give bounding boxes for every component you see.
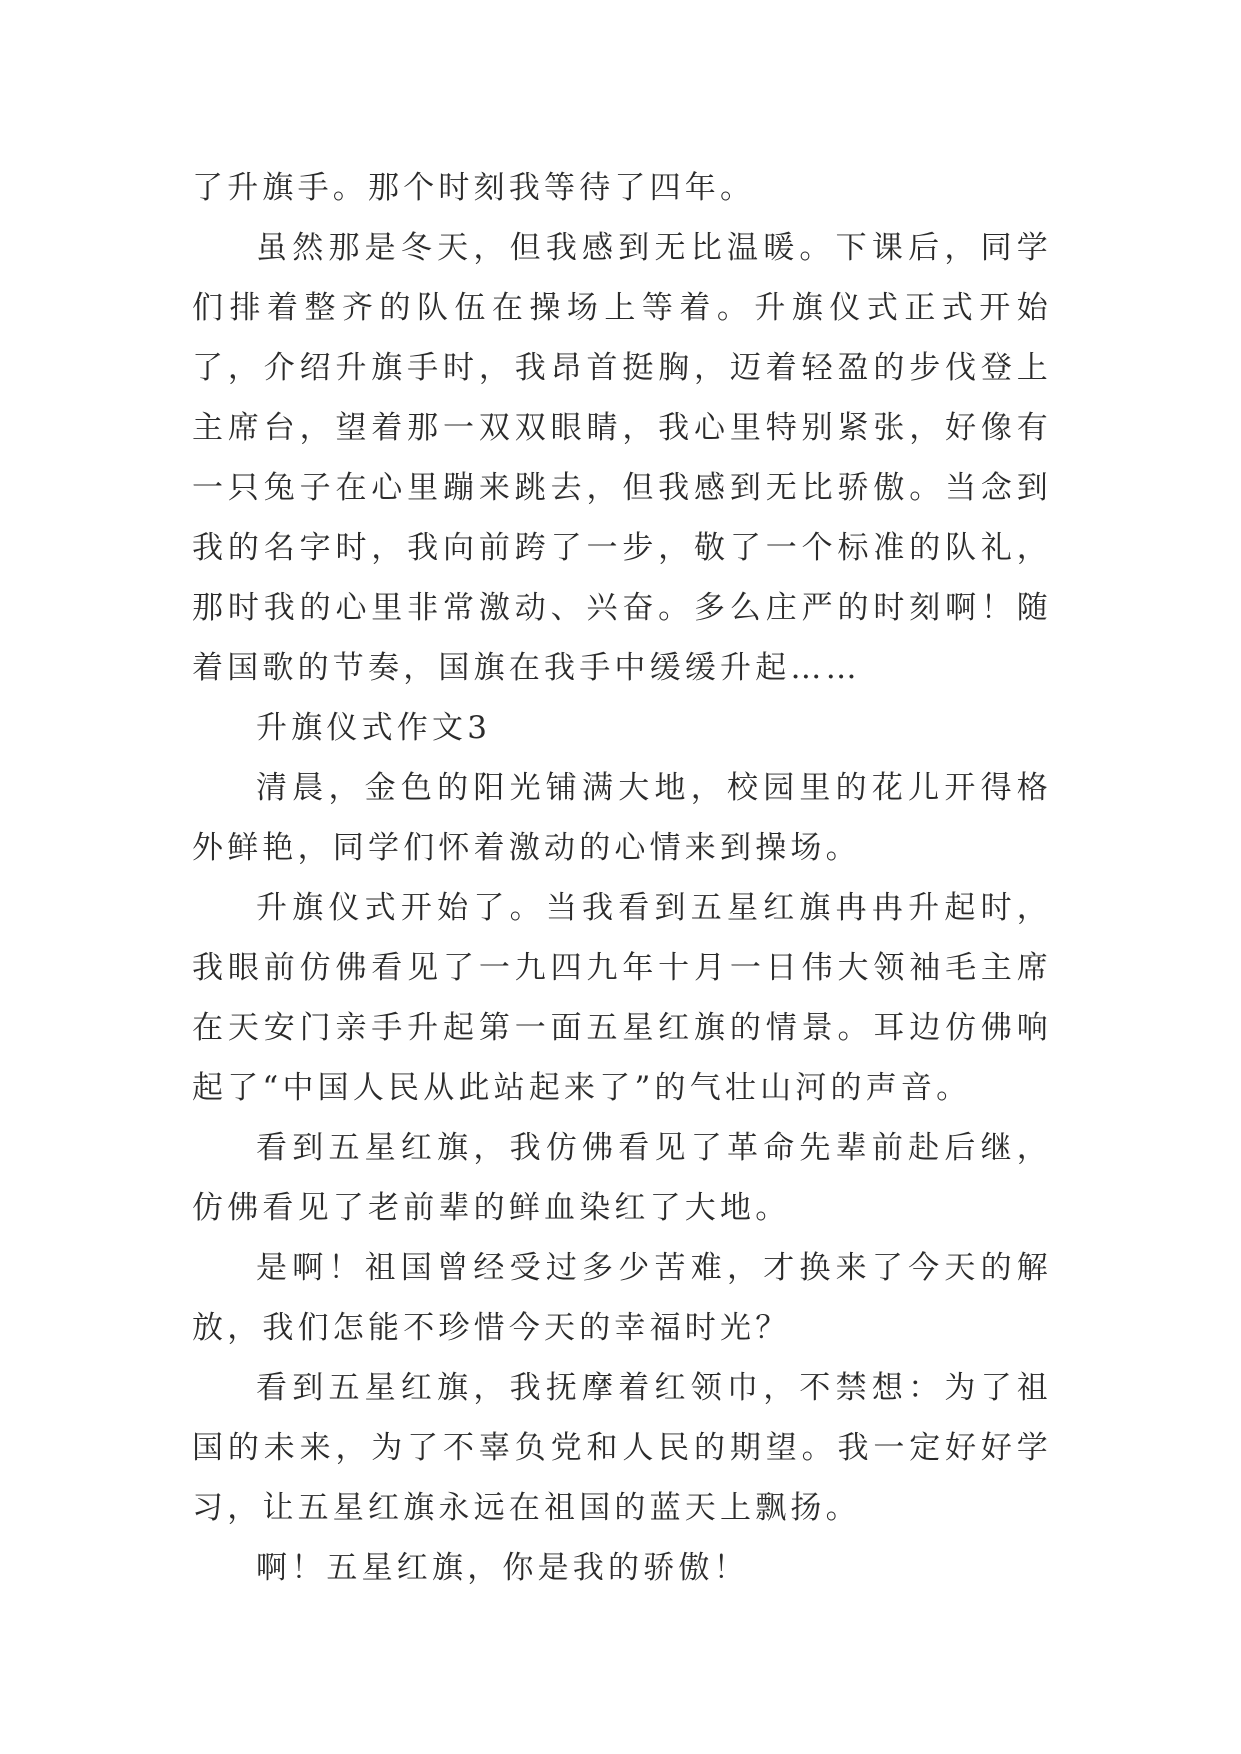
paragraph-7: 看到五星红旗，我抚摩着红领巾，不禁想：为了祖国的未来，为了不辜负党和人民的期望。我一定好好学习，让五星红旗永远在祖国的蓝天上飘扬。 (192, 1370, 1052, 1526)
paragraph-1: 了升旗手。那个时刻我等待了四年。 (192, 170, 756, 206)
section-heading: 升旗仪式作文3 (256, 710, 492, 746)
paragraph-6: 是啊！祖国曾经受过多少苦难，才换来了今天的解放，我们怎能不珍惜今天的幸福时光？ (192, 1250, 1052, 1346)
paragraph-4: 升旗仪式开始了。当我看到五星红旗冉冉升起时，我眼前仿佛看见了一九四九年十月一日伟大领袖毛主席在天安门亲手升起第一面五星红旗的情景。耳边仿佛响起了“中国人民从此站起来了”的气壮山河的声音。 (192, 890, 1052, 1106)
document-body (192, 158, 1052, 1598)
paragraph-5: 看到五星红旗，我仿佛看见了革命先辈前赴后继，仿佛看见了老前辈的鲜血染红了大地。 (192, 1130, 1052, 1226)
paragraph-8: 啊！五星红旗，你是我的骄傲！ (256, 1550, 749, 1586)
paragraph-2: 虽然那是冬天，但我感到无比温暖。下课后，同学们排着整齐的队伍在操场上等着。升旗仪式正式开始了，介绍升旗手时，我昂首挺胸，迈着轻盈的步伐登上主席台，望着那一双双眼睛，我心里特别紧张，好像有一只兔子在心里蹦来跳去，但我感到无比骄傲。当念到我的名字时，我向前跨了一步，敬了一个标准的队礼，那时我的心里非常激动、兴奋。多么庄严的时刻啊！随着国歌的节奏，国旗在我手中缓缓升起…… (192, 230, 1052, 686)
paragraph-3: 清晨，金色的阳光铺满大地，校园里的花儿开得格外鲜艳，同学们怀着激动的心情来到操场。 (192, 770, 1052, 866)
